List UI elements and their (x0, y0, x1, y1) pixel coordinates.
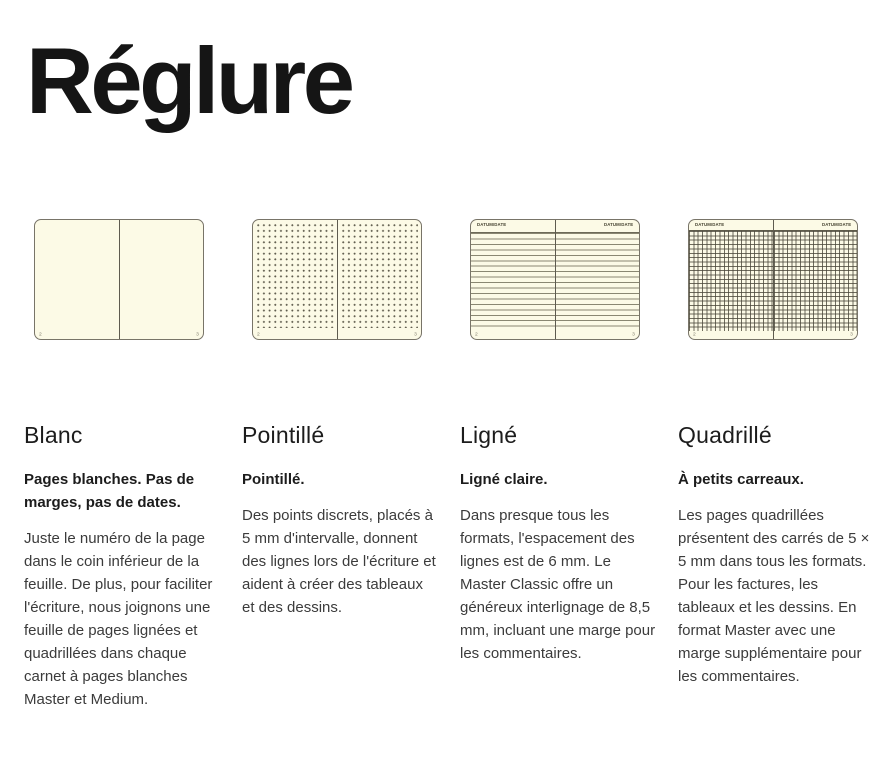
square-grid-pattern (689, 231, 773, 331)
ruling-column-pointille (242, 219, 460, 711)
notebook-left-page (35, 220, 120, 339)
ruled-lines-pattern (471, 233, 555, 330)
page-title: Réglure (26, 28, 352, 133)
page-number-left: 2 (257, 332, 260, 337)
notebook-left-page (471, 220, 556, 339)
ruling-description: Juste le numéro de la page dans le coin inférieur de la feuille. De plus, pour faciliter l'écriture, nous joignons une feuille de pages lignées et quadrillées dans chaque carnet à pages blanches Master et Medium. (24, 530, 213, 708)
ruling-description: Les pages quadrillées présentent des carrés de 5 × 5 mm dans tous les formats. Pour les factures, les tableaux et les dessins. En format Master avec une marge supplémentaire pour les commentaires. (678, 507, 870, 685)
page-number-left: 2 (475, 332, 478, 337)
date-label: DATUM/DATE (821, 223, 851, 228)
notebook-right-page (338, 220, 422, 339)
notebook-illustration-lined (470, 219, 640, 340)
page-number-left: 2 (693, 332, 696, 337)
date-label: DATUM/DATE (603, 223, 633, 228)
dot-grid-pattern (342, 224, 419, 328)
date-label: DATUM/DATE (695, 223, 725, 228)
page-number-right: 3 (850, 332, 853, 337)
page-number-left: 2 (39, 332, 42, 337)
ruling-heading: Blanc (24, 422, 83, 448)
ruling-column-quadrille (678, 219, 890, 711)
ruling-subtitle: Pages blanches. Pas de marges, pas de dates. (24, 471, 195, 511)
ruling-description: Dans presque tous les formats, l'espacement des lignes est de 6 mm. Le Master Classic offre un généreux interlignage de 8,5 mm, incluant une marge pour les commentaires. (460, 507, 656, 662)
dot-grid-pattern (257, 224, 334, 328)
notebook-illustration-squared (688, 219, 858, 340)
page-number-right: 3 (632, 332, 635, 337)
notebook-left-page (253, 220, 338, 339)
square-grid-pattern (774, 231, 858, 331)
date-header-row (471, 220, 555, 233)
ruling-column-ligne (460, 219, 678, 711)
ruling-subtitle: À petits carreaux. (678, 471, 804, 488)
ruling-heading: Quadrillé (678, 422, 772, 448)
ruling-column-blanc (24, 219, 242, 711)
ruling-subtitle: Ligné claire. (460, 471, 548, 488)
notebook-illustration-blank (34, 219, 204, 340)
date-header-row (774, 220, 858, 231)
ruling-options-grid (24, 219, 890, 711)
ruling-subtitle: Pointillé. (242, 471, 305, 488)
date-header-row (556, 220, 640, 233)
notebook-right-page (556, 220, 640, 339)
notebook-right-page (774, 220, 858, 339)
notebook-illustration-dotted (252, 219, 422, 340)
page-number-right: 3 (414, 332, 417, 337)
notebook-left-page (689, 220, 774, 339)
page-number-right: 3 (196, 332, 199, 337)
date-label: DATUM/DATE (477, 223, 507, 228)
ruling-heading: Pointillé (242, 422, 325, 448)
ruled-lines-pattern (556, 233, 640, 330)
ruling-heading: Ligné (460, 422, 518, 448)
notebook-right-page (120, 220, 204, 339)
date-header-row (689, 220, 773, 231)
ruling-description: Des points discrets, placés à 5 mm d'intervalle, donnent des lignes lors de l'écriture et aident à créer des tableaux et des dessins. (242, 507, 436, 616)
